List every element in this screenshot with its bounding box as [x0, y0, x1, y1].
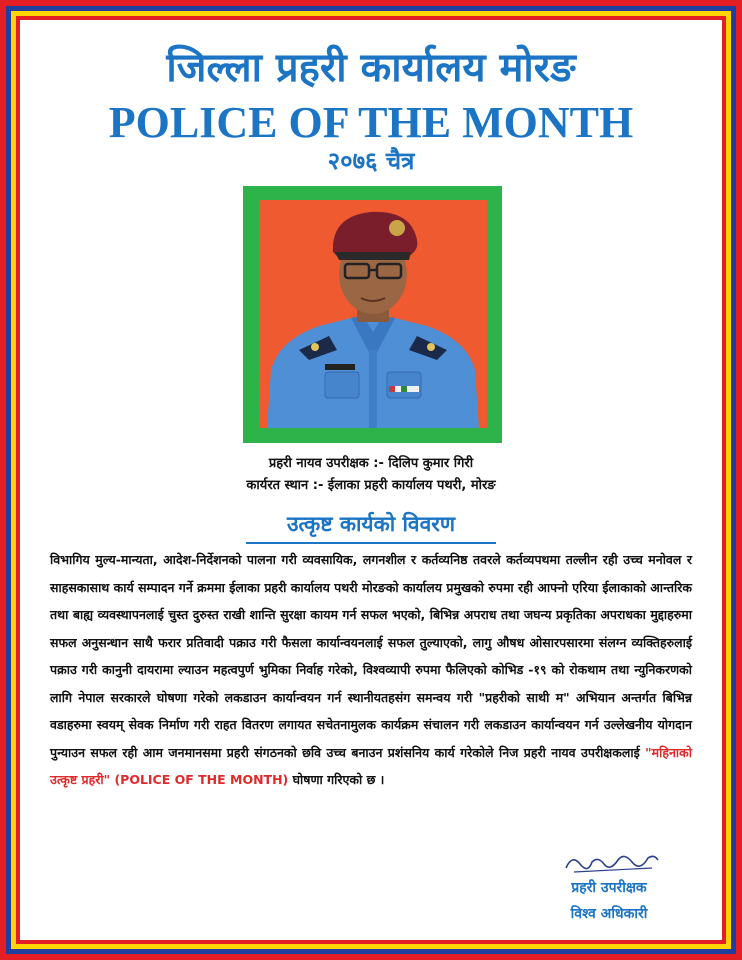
award-highlight: "महिनाको उत्कृष्ट प्रहरी" (POLICE OF THE MONTH) [50, 744, 692, 787]
signatory-title: प्रहरी उपरीक्षक [571, 880, 647, 896]
officer-portrait [259, 200, 487, 428]
award-title: POLICE OF THE MONTH [108, 98, 634, 147]
award-month: २०७६ चैत्र [327, 147, 415, 175]
citation-closing: घोषणा गरिएको छ । [288, 772, 385, 787]
officer-portrait-illustration [259, 200, 487, 428]
citation-text: विभागिय मुल्य-मान्यता, आदेश-निर्देशनको पालना गरी व्यवसायिक, लगनशील र कर्तव्यनिष्ठ तवरले कर्तव्यपथमा तल्लीन रही उच्च मनोवल र साहसकासाथ कार्य सम्पादन गर्ने क्रममा ईलाका प्रहरी कार्यालय पथरी मोरङको कार्यालय प्रमुखको रुपमा रही आफ्नो एरिया ईलाकाको आन्तरिक तथा बाह्य व्यवस्थापनलाई चुस्त दुरुस्त राखी शान्ति सुरक्षा कायम गर्न सफल भएको, बिभिन्न अपराध तथा जघन्य प्रकृतिका अपराधका मुद्दाहरुमा सफल अनुसन्धान साथै फरार प्रतिवादी पक्राउ गरी फैसला कार्यान्वयनलाई सफल तुल्याएको, लागु औषध ओसारपसारमा संलग्न व्यक्तिहरुलाई पक्राउ गरी कानुनी दायरामा ल्याउन महत्वपुर्ण भुमिका निर्वाह गरेको, विश्वव्यापी रुपमा फैलिएको कोभिड -१९ को रोकथाम तथा न्युनिकरणको लागि नेपाल सरकारले घोषणा गरेको लकडाउन कार्यान्वयन गर्न स्थानीयतहसंग समन्वय गरी "प्रहरीको साथी म" अभियान अन्तर्गत बिभिन्न वडाहरुमा स्वयम् सेवक निर्माण गरी राहत वितरण लगायत सचेतनामुलक कार्यक्रम संचालन गरी लकडाउन कार्यान्वयन गर्न उल्लेखनीय योगदान पुन्याउन सफल रही आम जनमानसमा प्रहरी संगठनको छवि उच्च बनाउन प्रशंसनिय कार्य गरेकोले निज प्रहरी नायव उपरीक्षकलाई [50, 552, 692, 760]
office-title: जिल्ला प्रहरी कार्यालय मोरङ [166, 45, 576, 91]
officer-workplace: कार्यरत स्थान :- ईलाका प्रहरी कार्यालय पथरी, मोरङ [246, 478, 496, 493]
citation-paragraph [50, 546, 692, 794]
officer-rank-name: प्रहरी नायव उपरीक्षक :- दिलिप कुमार गिरी [268, 456, 474, 471]
signature-scribble [562, 846, 662, 878]
section-heading: उत्कृष्ट कार्यको विवरण [246, 508, 496, 544]
poster-content [28, 26, 714, 934]
signatory-name: विश्व अधिकारी [570, 906, 648, 922]
